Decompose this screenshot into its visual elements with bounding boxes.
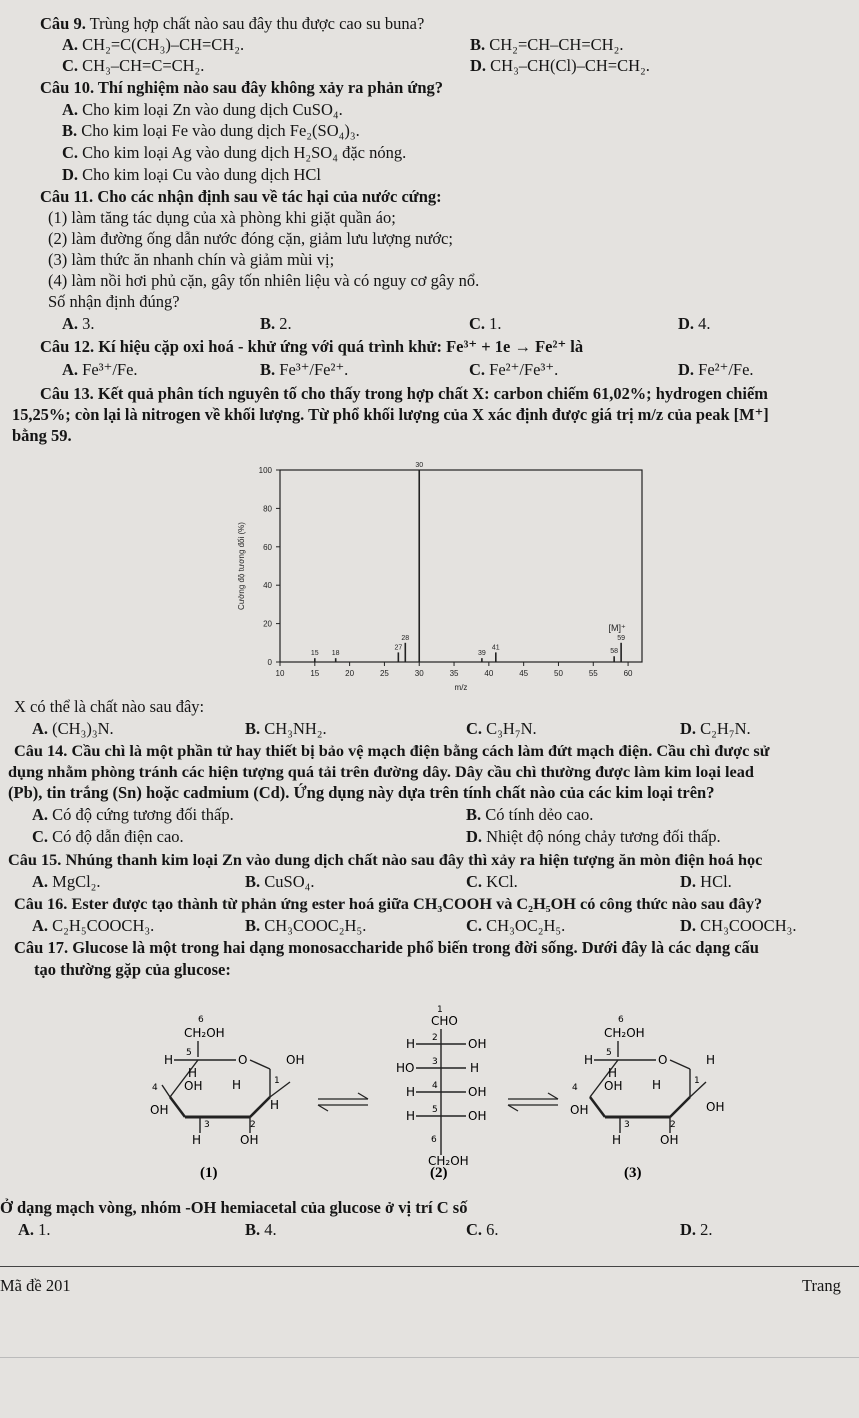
svg-text:H: H	[612, 1133, 622, 1147]
svg-text:1: 1	[274, 1076, 280, 1086]
option-c[interactable]: C. KCl.	[466, 872, 518, 891]
question-number: Câu 9.	[40, 14, 86, 33]
question-ask: Số nhận định đúng?	[48, 292, 180, 311]
x-tick-label: 35	[449, 669, 459, 678]
svg-text:OH: OH	[184, 1079, 203, 1093]
svg-text:3: 3	[432, 1057, 438, 1067]
y-tick-label: 0	[267, 658, 272, 667]
option-b[interactable]: B. 2.	[260, 314, 292, 333]
option-c[interactable]: C. Cho kim loại Ag vào dung dịch H₂SO₄ đặc nóng.	[62, 143, 407, 162]
option-b[interactable]: B. CH₃COOC₂H₅.	[245, 916, 367, 935]
svg-text:OH: OH	[468, 1037, 487, 1051]
mass-spectrum-chart	[232, 462, 652, 702]
svg-text:H: H	[232, 1078, 242, 1092]
svg-text:H: H	[470, 1061, 480, 1075]
option-a[interactable]: A. MgCl₂.	[32, 872, 101, 891]
svg-text:2: 2	[250, 1120, 256, 1130]
svg-text:(3): (3)	[624, 1165, 642, 1181]
svg-text:H: H	[188, 1066, 198, 1080]
svg-text:5: 5	[606, 1048, 612, 1058]
option-c[interactable]: C. C₃H₇N.	[466, 719, 537, 738]
svg-text:(1): (1)	[200, 1165, 218, 1181]
svg-text:H: H	[192, 1133, 202, 1147]
molecular-ion-label: [M]⁺	[608, 622, 626, 633]
question-ask: Ở dạng mạch vòng, nhóm -OH hemiacetal của glucose ở vị trí C số	[0, 1198, 468, 1217]
question-17-line-2: tạo thường gặp của glucose:	[34, 960, 231, 979]
option-d[interactable]: D. 2.	[680, 1220, 713, 1239]
option-c[interactable]: C. 6.	[466, 1220, 499, 1239]
peak-label: 58	[610, 648, 619, 656]
svg-text:H: H	[608, 1066, 618, 1080]
svg-text:OH: OH	[468, 1109, 487, 1123]
question-13: Câu 13. Kết quả phân tích nguyên tố cho thấy trong hợp chất X: carbon chiếm 61,02%; hydrogen chiếm	[40, 384, 768, 403]
question-text: Trùng hợp chất nào sau đây thu được cao su buna?	[85, 14, 425, 33]
option-a[interactable]: A. C₂H₅COOCH₃.	[32, 916, 155, 935]
footer-divider	[0, 1266, 859, 1267]
svg-text:CH₂OH: CH₂OH	[604, 1026, 645, 1040]
svg-text:OH: OH	[286, 1053, 305, 1067]
option-a[interactable]: A. Có độ cứng tương đối thấp.	[32, 805, 234, 824]
svg-text:CH₂OH: CH₂OH	[428, 1154, 469, 1168]
x-tick-label: 25	[379, 669, 389, 678]
option-d[interactable]: D. Fe²⁺/Fe.	[678, 360, 754, 379]
svg-text:OH: OH	[570, 1103, 589, 1117]
page-edge-divider	[0, 1357, 859, 1358]
option-d[interactable]: D. CH₃–CH(Cl)–CH=CH₂.	[470, 56, 650, 75]
svg-text:6: 6	[431, 1135, 437, 1145]
option-d[interactable]: D. Cho kim loại Cu vào dung dịch HCl	[62, 165, 321, 184]
svg-text:CHO: CHO	[431, 1014, 458, 1028]
option-c[interactable]: C. CH₃OC₂H₅.	[466, 916, 566, 935]
svg-text:OH: OH	[468, 1085, 487, 1099]
option-b[interactable]: B. CuSO₄.	[245, 872, 315, 891]
x-tick-label: 15	[310, 669, 320, 678]
svg-text:H: H	[584, 1053, 594, 1067]
x-tick-label: 30	[414, 669, 424, 678]
option-a[interactable]: A. (CH₃)₃N.	[32, 719, 114, 738]
svg-text:O: O	[658, 1053, 668, 1067]
option-d[interactable]: D. CH₃COOCH₃.	[680, 916, 797, 935]
svg-text:H: H	[164, 1053, 174, 1067]
svg-text:H: H	[406, 1085, 416, 1099]
svg-text:6: 6	[618, 1015, 624, 1025]
question-13-line-3: bằng 59.	[12, 426, 72, 445]
question-10: Câu 10. Thí nghiệm nào sau đây không xảy ra phản ứng?	[40, 78, 443, 97]
glucose-ring-structure-1	[150, 1015, 304, 1181]
question-9	[40, 14, 424, 33]
svg-text:1: 1	[694, 1076, 700, 1086]
question-14: Câu 14. Cầu chì là một phần tử hay thiết bị bảo vệ mạch điện bằng cách làm đứt mạch điện. Cầu chì được sử	[14, 741, 770, 760]
peak-label: 39	[477, 650, 486, 658]
option-a[interactable]: A. Cho kim loại Zn vào dung dịch CuSO₄.	[62, 100, 343, 119]
option-b[interactable]: B. 4.	[245, 1220, 277, 1239]
plot-frame	[280, 470, 642, 662]
y-tick-label: 80	[263, 504, 272, 514]
statement-1: (1) làm tăng tác dụng của xà phòng khi giặt quần áo;	[48, 208, 396, 227]
option-a[interactable]: A. Fe³⁺/Fe.	[62, 360, 138, 379]
svg-text:(2): (2)	[430, 1165, 448, 1181]
option-b[interactable]: B. CH₃NH₂.	[245, 719, 327, 738]
svg-text:1: 1	[437, 1005, 443, 1015]
peak-label: 15	[310, 650, 319, 658]
peak-label: 41	[491, 644, 500, 652]
option-d[interactable]: D. C₂H₇N.	[680, 719, 751, 738]
option-d[interactable]: D. 4.	[678, 314, 711, 333]
svg-text:HO: HO	[396, 1061, 415, 1075]
svg-text:3: 3	[204, 1120, 210, 1130]
exam-code: Mã đề 201	[0, 1276, 71, 1295]
question-ask: X có thể là chất nào sau đây:	[14, 697, 205, 716]
question-14-line-2: dụng nhằm phòng tránh các hiện tượng quá tải trên đường dây. Dây cầu chì thường được làm kim loại lead	[8, 762, 754, 781]
y-tick-label: 20	[263, 619, 272, 629]
glucose-structures	[140, 985, 740, 1185]
svg-text:OH: OH	[604, 1079, 623, 1093]
option-a[interactable]: A. 1.	[18, 1220, 51, 1239]
x-tick-label: 50	[554, 669, 563, 678]
svg-text:H: H	[406, 1037, 416, 1051]
y-axis-label: Cường độ tương đối (%)	[237, 522, 246, 610]
x-tick-label: 10	[275, 669, 285, 678]
peak-label: 27	[394, 644, 403, 652]
option-c[interactable]: C. CH₃–CH=C=CH₂.	[62, 56, 205, 75]
x-tick-label: 20	[345, 669, 355, 678]
svg-text:H: H	[706, 1053, 716, 1067]
equilibrium-arrow-left	[318, 1093, 368, 1111]
question-11: Câu 11. Cho các nhận định sau về tác hại của nước cứng:	[40, 187, 442, 206]
equilibrium-arrow-right	[508, 1093, 558, 1111]
option-a[interactable]: A. CH₂=C(CH₃)–CH=CH₂.	[62, 35, 245, 54]
svg-text:5: 5	[186, 1048, 192, 1058]
glucose-chain-structure-2	[396, 1005, 486, 1181]
x-axis-label: m/z	[454, 683, 468, 692]
y-tick-label: 100	[258, 466, 272, 475]
y-tick-label: 40	[263, 581, 272, 591]
svg-text:OH: OH	[240, 1133, 259, 1147]
svg-text:OH: OH	[706, 1100, 725, 1114]
question-12: Câu 12. Kí hiệu cặp oxi hoá - khử ứng với quá trình khử: Fe³⁺ + 1e → Fe²⁺ là	[40, 337, 584, 356]
svg-text:H: H	[652, 1078, 662, 1092]
page-label: Trang	[802, 1276, 841, 1295]
option-b[interactable]: B. Có tính dẻo cao.	[466, 805, 594, 824]
svg-text:2: 2	[432, 1033, 438, 1043]
glucose-ring-structure-3	[570, 1015, 724, 1181]
question-17: Câu 17. Glucose là một trong hai dạng monosaccharide phổ biến trong đời sống. Dưới đây là các dạng cấu	[14, 938, 759, 957]
option-c[interactable]: C. 1.	[469, 314, 502, 333]
option-b[interactable]: B. CH₂=CH–CH=CH₂.	[470, 35, 624, 54]
svg-text:5: 5	[432, 1105, 438, 1115]
svg-text:6: 6	[198, 1015, 204, 1025]
svg-text:CH₂OH: CH₂OH	[184, 1026, 225, 1040]
svg-text:O: O	[238, 1053, 248, 1067]
question-14-line-3: (Pb), tin trắng (Sn) hoặc cadmium (Cd). Ứng dụng này dựa trên tính chất nào của các kim loại trên?	[8, 783, 715, 802]
svg-text:4: 4	[572, 1083, 578, 1093]
statement-4: (4) làm nồi hơi phủ cặn, gây tốn nhiên liệu và có nguy cơ gây nổ.	[48, 271, 480, 290]
svg-text:OH: OH	[150, 1103, 169, 1117]
option-b[interactable]: B. Cho kim loại Fe vào dung dịch Fe₂(SO₄)₃.	[62, 121, 360, 140]
svg-text:H: H	[406, 1109, 416, 1123]
option-b[interactable]: B. Fe³⁺/Fe²⁺.	[260, 360, 349, 379]
statement-3: (3) làm thức ăn nhanh chín và giảm mùi vị;	[48, 250, 335, 269]
svg-text:H: H	[270, 1098, 280, 1112]
svg-text:3: 3	[624, 1120, 630, 1130]
option-c[interactable]: C. Có độ dẫn điện cao.	[32, 827, 184, 846]
y-tick-label: 60	[263, 542, 272, 552]
svg-text:4: 4	[152, 1083, 158, 1093]
question-15: Câu 15. Nhúng thanh kim loại Zn vào dung dịch chất nào sau đây thì xảy ra hiện tượng ăn mòn điện hoá học	[8, 850, 763, 869]
svg-text:4: 4	[432, 1081, 438, 1091]
x-tick-label: 60	[623, 669, 633, 678]
svg-text:OH: OH	[660, 1133, 679, 1147]
x-tick-label: 45	[519, 669, 529, 678]
peak-label: 18	[331, 650, 340, 658]
question-16: Câu 16. Ester được tạo thành từ phản ứng ester hoá giữa CH₃COOH và C₂H₅OH có công thức nào sau đây?	[14, 894, 763, 913]
option-d[interactable]: D. HCl.	[680, 872, 732, 891]
option-c[interactable]: C. Fe²⁺/Fe³⁺.	[469, 360, 559, 379]
peak-label: 30	[415, 462, 424, 469]
x-tick-label: 40	[484, 669, 494, 678]
peak-label: 59	[617, 634, 626, 642]
question-13-line-2: 15,25%; còn lại là nitrogen về khối lượng. Từ phổ khối lượng của X xác định được giá trị m/z của peak [M⁺]	[12, 405, 769, 424]
x-tick-label: 55	[588, 669, 598, 678]
option-d[interactable]: D. Nhiệt độ nóng chảy tương đối thấp.	[466, 827, 721, 846]
option-a[interactable]: A. 3.	[62, 314, 95, 333]
peak-label: 28	[401, 634, 410, 642]
svg-text:2: 2	[670, 1120, 676, 1130]
statement-2: (2) làm đường ống dẫn nước đóng cặn, giảm lưu lượng nước;	[48, 229, 453, 248]
